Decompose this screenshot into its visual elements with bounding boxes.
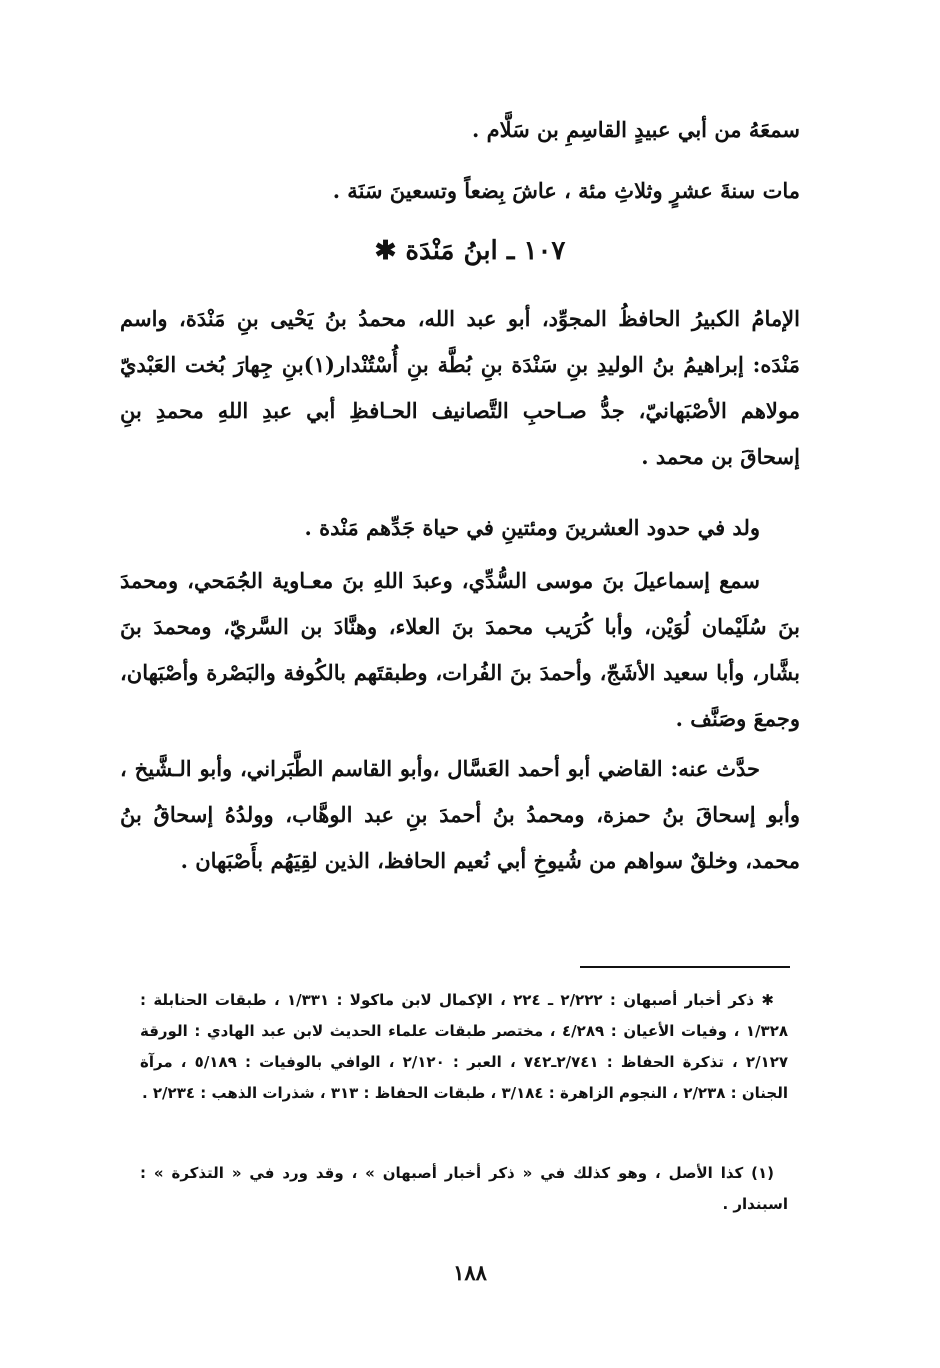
text-line-1: سمعَهُ من أبي عبيدٍ القاسِمِ بن سَلَّام . <box>471 117 800 142</box>
page-number: ١٨٨ <box>453 1260 487 1285</box>
paragraph-biography: الإمامُ الكبيرُ الحافظُ المجوِّد، أبو عبد الله، محمدُ بنُ يَحْيى بنِ مَنْدَة، واسم مَنْدَه: إبراهيمُ بنُ الوليدِ بنِ سَنْدَة بنِ بُطَّة بنِ أُسْتُنْدار(١)بنِ جِهارَ بُخت العَبْديّ مولاهم الأصْبَهانيّ، جدُّ صـاحبِ التَّصانيف الحـافظِ أبي عبدِ اللهِ محمدِ بنِ إسحاقَ بن محمد . <box>120 306 801 469</box>
entry-heading: ١٠٧ ـ ابنُ مَنْدَة ✱ <box>374 236 566 266</box>
paragraph-students: حدَّث عنه: القاضي أبو أحمد العَسَّال ،وأبو القاسم الطَّبَراني، وأبو الـشَّيخ ، وأبو إسحاقَ بنُ حمزة، ومحمدُ بنُ أحمدَ بنِ عبد الوهَّاب، وولدُهُ إسحاقُ بنُ محمد، وخلقٌ سواهم من شُيوخِ أبي نُعيم الحافظ، الذين لقِيَهُم بأَصْبَهان . <box>120 756 800 873</box>
footnote-1: (١) كذا الأصل ، وهو كذلك في « ذكر أخبار أصبهان » ، وقد ورد في « التذكرة » : اسبندار . <box>140 1164 788 1213</box>
paragraph-birth: ولد في حدود العشرينَ ومئتينِ في حياة جَدِّهم مَنْدة . <box>304 515 760 540</box>
text-line-2: مات سنةَ عشرٍ وثلاثِ مئة ، عاشَ بِضعاً وتسعينَ سَنَة . <box>332 178 800 203</box>
paragraph-teachers: سمع إسماعيلَ بنَ موسى السُّدِّي، وعبدَ اللهِ بنَ معـاوية الجُمَحي، ومحمدَ بنَ سُلَيْمان لُوَيْن، وأبا كُرَيب محمدَ بنَ العلاء، وهنَّادَ بن السَّريّ، ومحمدَ بنَ بشَّار، وأبا سعيد الأشَجّ، وأحمدَ بنَ الفُرات، وطبقتَهم بالكُوفة والبَصْرة وأصْبَهان، وجمعَ وصَنَّف . <box>120 568 801 731</box>
footnote-separator <box>580 966 790 968</box>
footnote-sources: ✱ ذكر أخبار أصبهان : ٢/٢٢٢ ـ ٢٢٤ ، الإكمال لابن ماكولا : ١/٣٣١ ، طبقات الحنابلة : ١/٣٢٨ ، وفيات الأعيان : ٤/٢٨٩ ، مختصر طبقات علماء الحديث لابن عبد الهادي : الورقة ٢/١٢٧ ، تذكرة الحفاظ : ٢/٧٤١ـ٧٤٢ ، العبر : ٢/١٢٠ ، الوافي بالوفيات : ٥/١٨٩ ، مرآة الجنان : ٢/٢٣٨ ، النجوم الزاهرة : ٣/١٨٤ ، طبقات الحفاظ : ٣١٣ ، شذرات الذهب : ٢/٢٣٤ . <box>140 991 789 1102</box>
